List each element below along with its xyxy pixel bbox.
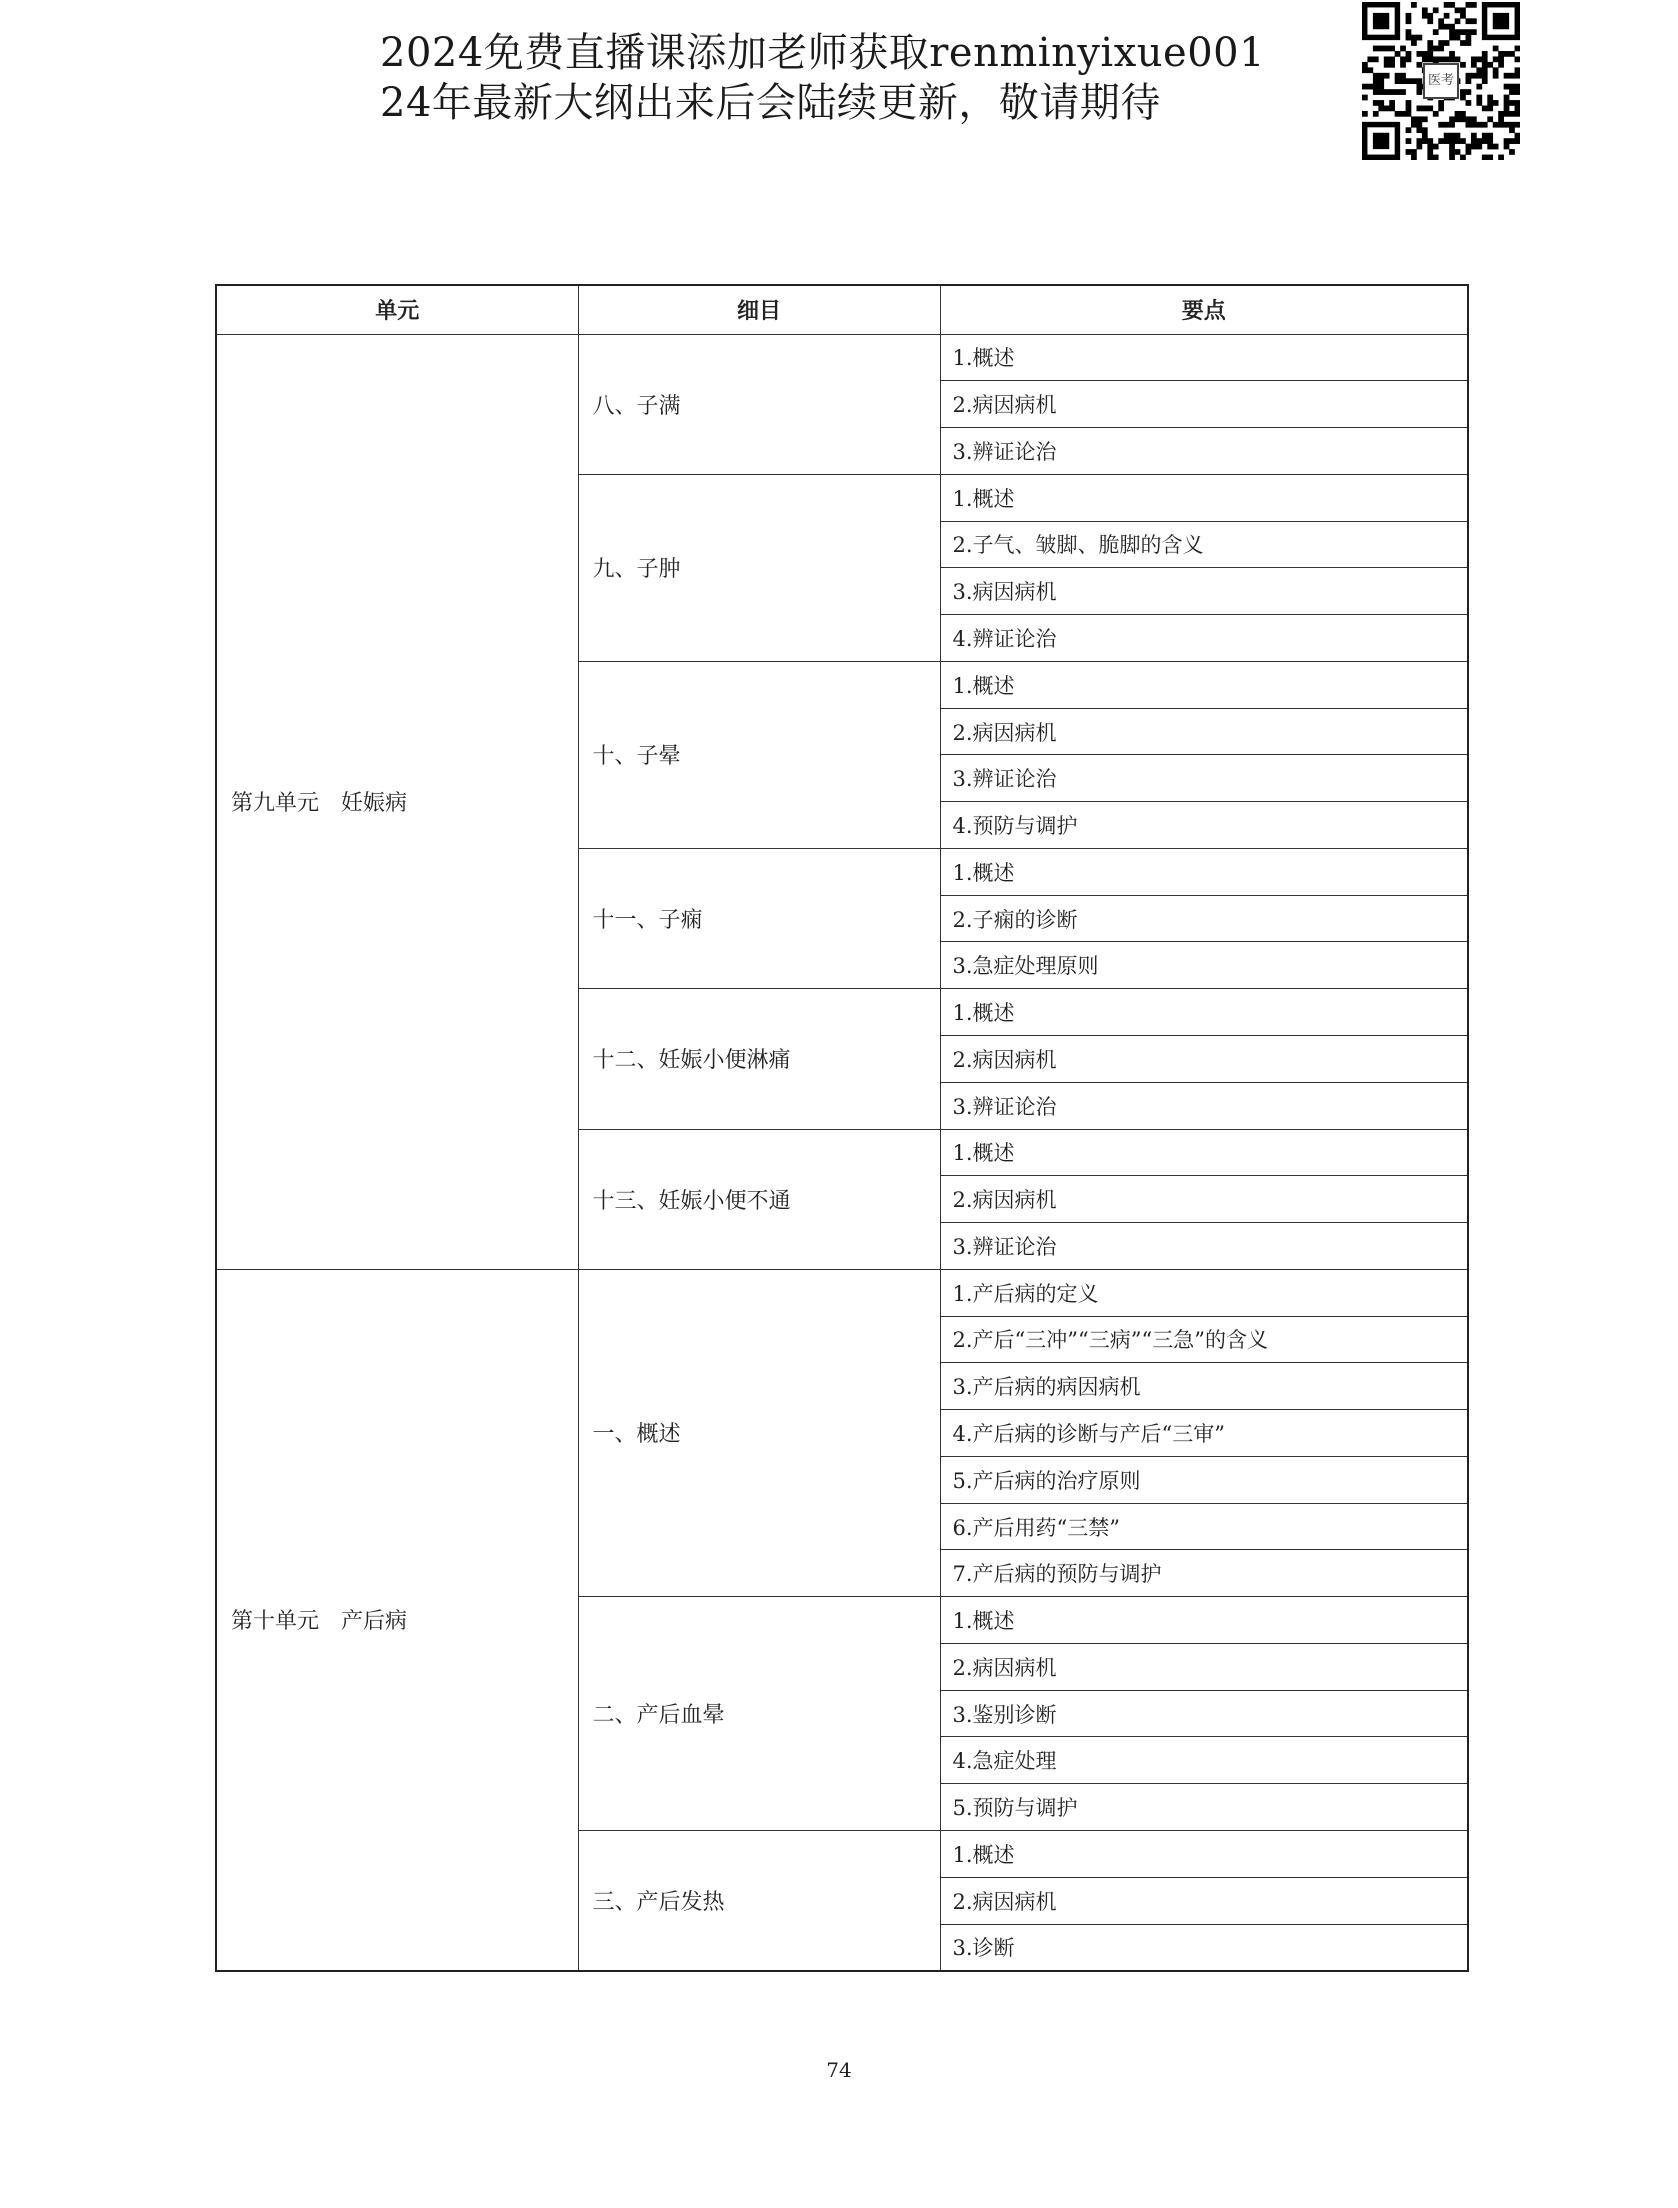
point-cell: 2.病因病机	[940, 1176, 1468, 1223]
point-cell: 1.概述	[940, 1831, 1468, 1878]
table-row	[216, 1269, 1468, 1316]
qr-code-image	[1362, 2, 1520, 160]
point-cell: 3.急症处理原则	[940, 942, 1468, 989]
point-cell: 4.产后病的诊断与产后“三审”	[940, 1410, 1468, 1457]
point-cell: 2.病因病机	[940, 1877, 1468, 1924]
point-cell: 3.病因病机	[940, 568, 1468, 615]
point-cell: 3.辨证论治	[940, 755, 1468, 802]
point-cell: 3.鉴别诊断	[940, 1690, 1468, 1737]
point-cell: 3.辨证论治	[940, 428, 1468, 475]
unit-cell: 第九单元 妊娠病	[216, 334, 578, 1269]
point-cell: 1.概述	[940, 848, 1468, 895]
point-cell: 2.病因病机	[940, 1035, 1468, 1082]
point-cell: 5.产后病的治疗原则	[940, 1456, 1468, 1503]
point-cell: 3.辨证论治	[940, 1223, 1468, 1270]
point-cell: 1.概述	[940, 474, 1468, 521]
table-body	[216, 334, 1468, 1971]
item-cell: 十、子晕	[578, 661, 940, 848]
watermark-header	[380, 28, 1265, 128]
header-unit: 单元	[216, 285, 578, 334]
point-cell: 3.辨证论治	[940, 1082, 1468, 1129]
page-number: 74	[826, 2058, 852, 2082]
syllabus-table	[215, 284, 1469, 1972]
point-cell: 1.产后病的定义	[940, 1269, 1468, 1316]
point-cell: 2.子痫的诊断	[940, 895, 1468, 942]
point-cell: 1.概述	[940, 1597, 1468, 1644]
point-cell: 1.概述	[940, 334, 1468, 381]
point-cell: 1.概述	[940, 989, 1468, 1036]
point-cell: 1.概述	[940, 661, 1468, 708]
point-cell: 7.产后病的预防与调护	[940, 1550, 1468, 1597]
point-cell: 2.病因病机	[940, 381, 1468, 428]
point-cell: 2.产后“三冲”“三病”“三急”的含义	[940, 1316, 1468, 1363]
header-item: 细目	[578, 285, 940, 334]
point-cell: 3.产后病的病因病机	[940, 1363, 1468, 1410]
point-cell: 4.辨证论治	[940, 615, 1468, 662]
header-line-2: 24年最新大纲出来后会陆续更新，敬请期待	[380, 80, 1161, 126]
item-cell: 十二、妊娠小便淋痛	[578, 989, 940, 1129]
table-row	[216, 334, 1468, 381]
item-cell: 十三、妊娠小便不通	[578, 1129, 940, 1269]
point-cell: 3.诊断	[940, 1924, 1468, 1971]
unit-cell: 第十单元 产后病	[216, 1269, 578, 1970]
point-cell: 6.产后用药“三禁”	[940, 1503, 1468, 1550]
item-cell: 一、概述	[578, 1269, 940, 1596]
item-cell: 三、产后发热	[578, 1831, 940, 1971]
point-cell: 4.急症处理	[940, 1737, 1468, 1784]
point-cell: 1.概述	[940, 1129, 1468, 1176]
table-header-row	[216, 285, 1468, 334]
item-cell: 九、子肿	[578, 474, 940, 661]
point-cell: 2.子气、皱脚、脆脚的含义	[940, 521, 1468, 568]
point-cell: 4.预防与调护	[940, 802, 1468, 849]
qr-center-logo: 医考	[1423, 63, 1459, 99]
header-line-1: 2024免费直播课添加老师获取renminyixue001	[380, 30, 1266, 76]
point-cell: 2.病因病机	[940, 1643, 1468, 1690]
point-cell: 5.预防与调护	[940, 1784, 1468, 1831]
point-cell: 2.病因病机	[940, 708, 1468, 755]
item-cell: 八、子满	[578, 334, 940, 474]
header-point: 要点	[940, 285, 1468, 334]
item-cell: 十一、子痫	[578, 848, 940, 988]
item-cell: 二、产后血晕	[578, 1597, 940, 1831]
